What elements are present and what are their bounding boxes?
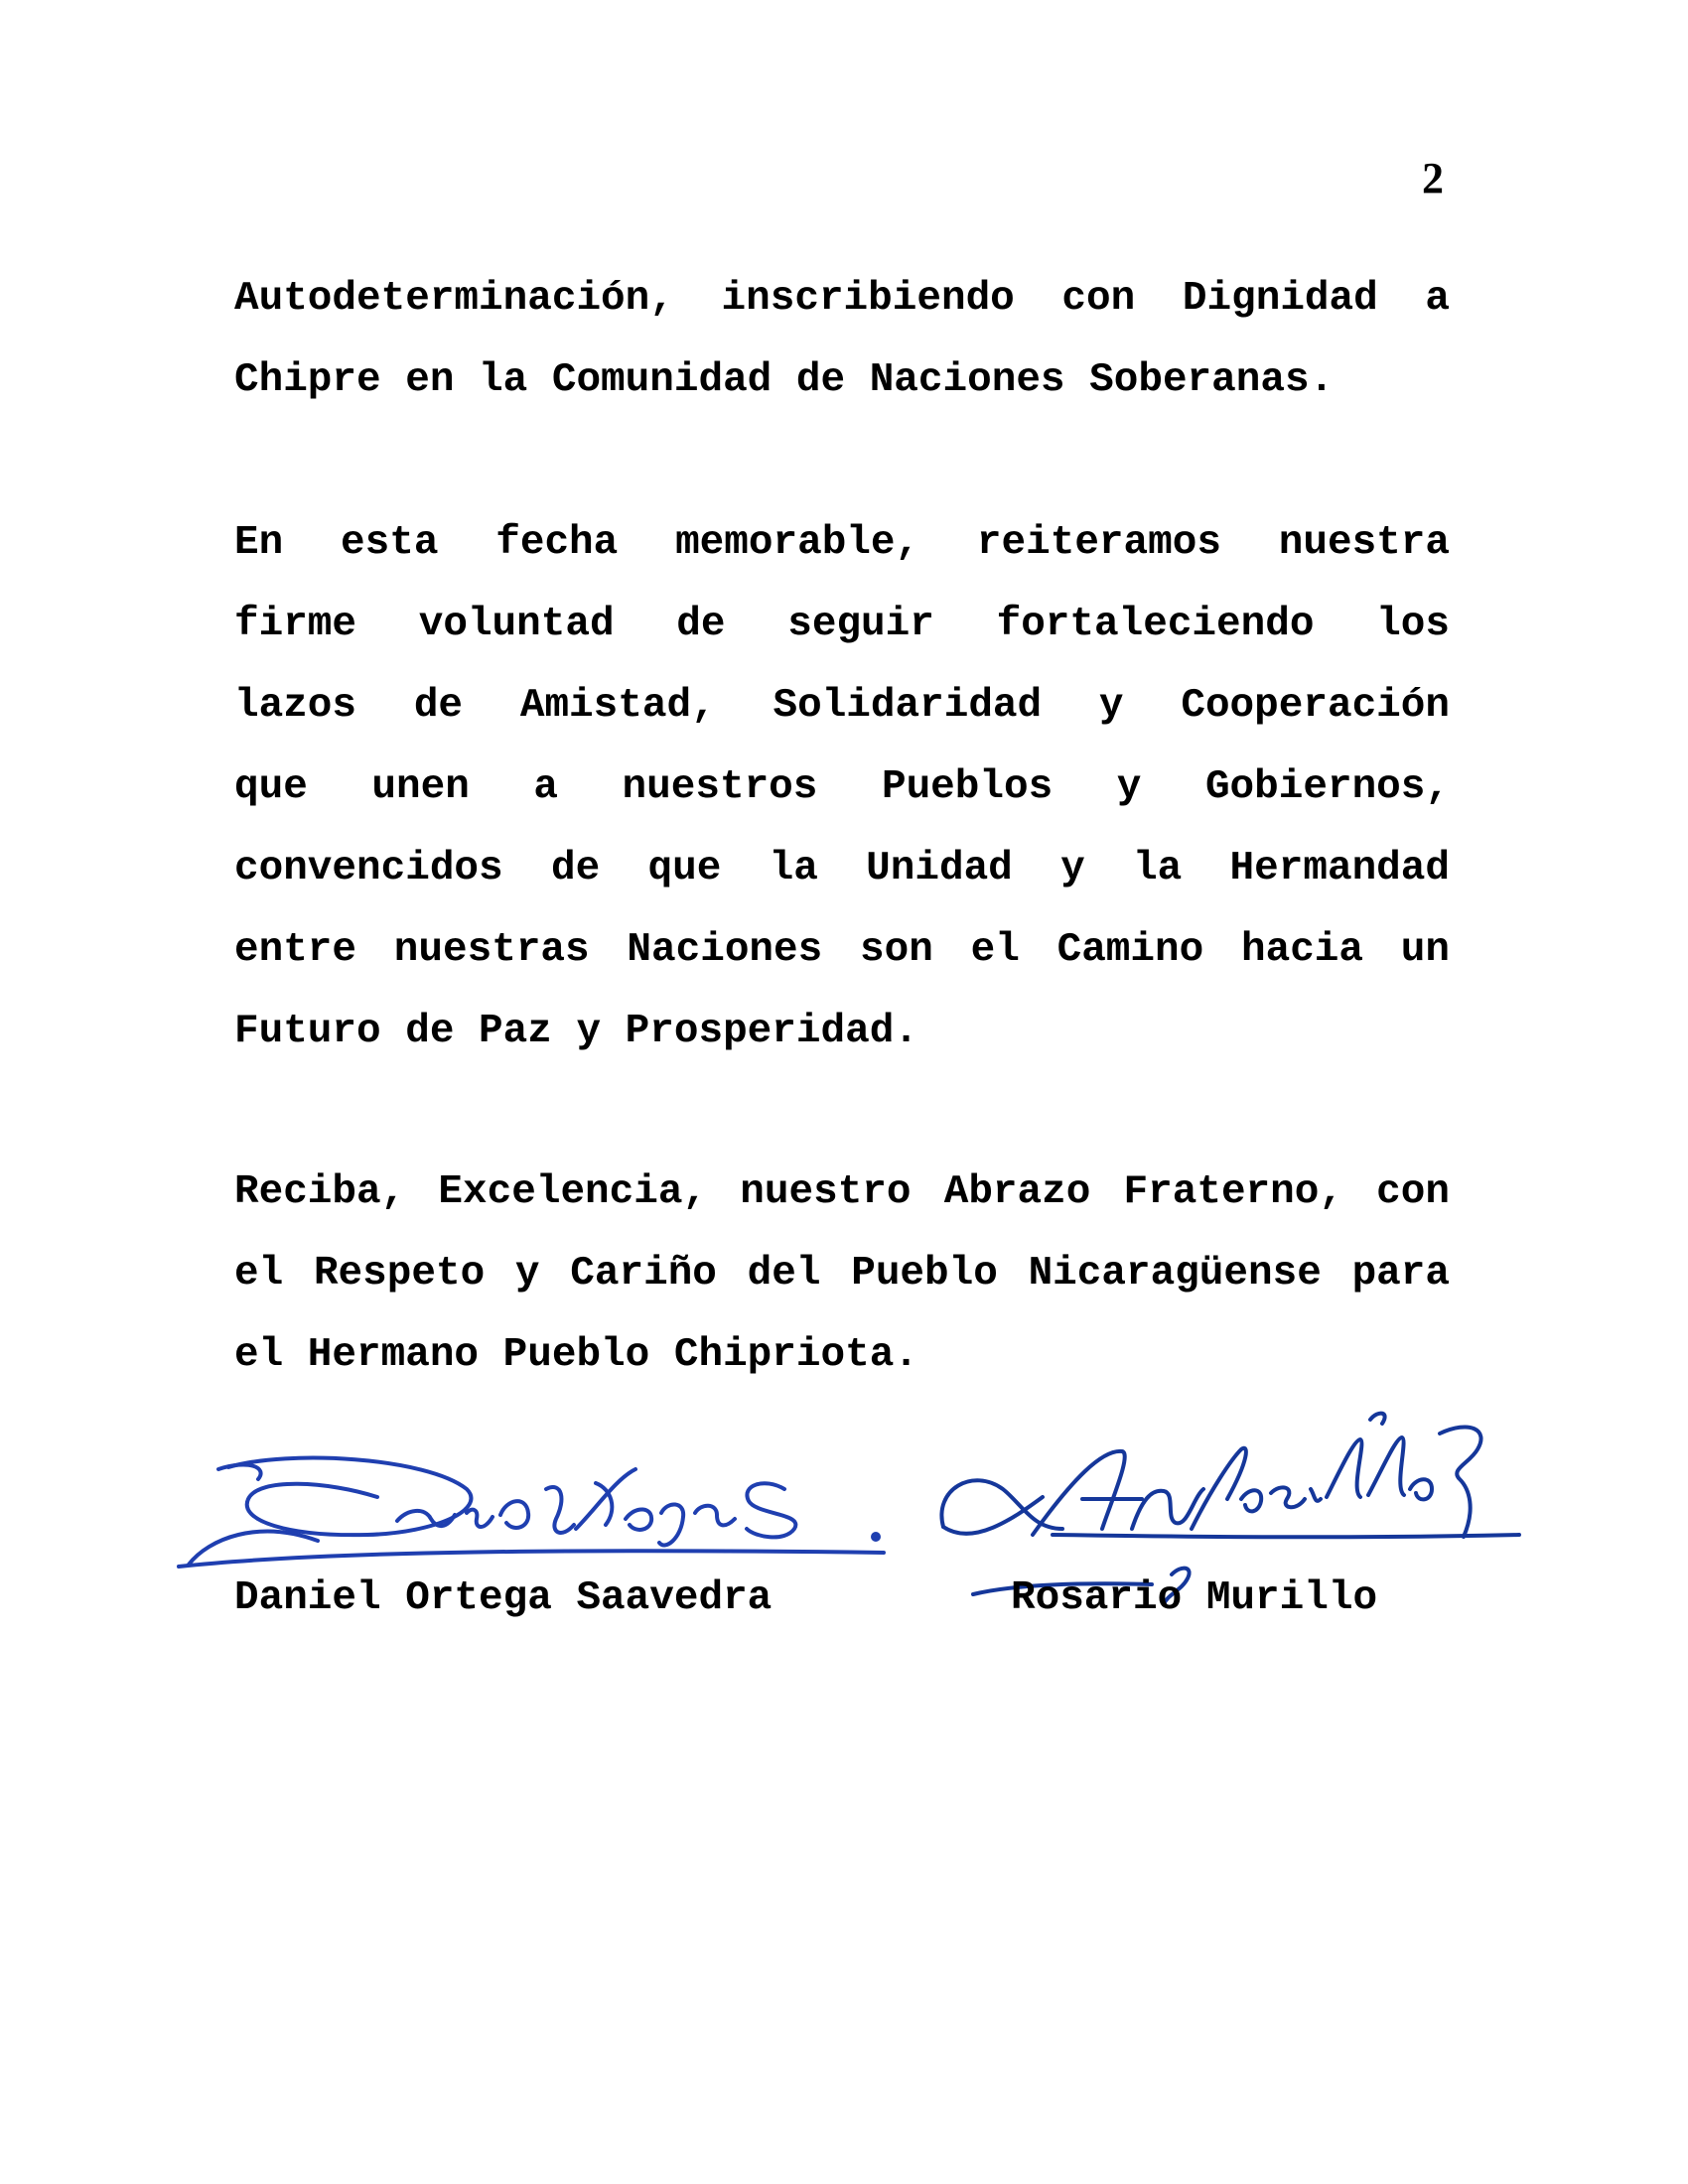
text-line: Futuro de Paz y Prosperidad. [234, 1009, 918, 1054]
signature-daniel-ortega [169, 1430, 904, 1588]
text-line: En esta fecha memorable, reiteramos nuestra [234, 520, 1450, 566]
text-line: lazos de Amistad, Solidaridad y Cooperación [234, 683, 1450, 729]
text-line: firme voluntad de seguir fortaleciendo los [234, 602, 1450, 647]
page-number: 2 [1422, 154, 1444, 203]
text-line: el Hermano Pueblo Chipriota. [234, 1332, 918, 1378]
signer-name-rosario-murillo: Rosario Murillo [1011, 1575, 1378, 1621]
paragraph-closing-3 [234, 1152, 1450, 1396]
text-line: Autodeterminación, inscribiendo con Dignidad a [234, 276, 1450, 322]
signer-name-daniel-ortega: Daniel Ortega Saavedra [234, 1575, 773, 1621]
text-line: convencidos de que la Unidad y la Hermandad [234, 846, 1450, 891]
paragraph-closing-2 [234, 502, 1450, 1072]
text-line: Reciba, Excelencia, nuestro Abrazo Fraterno, con [234, 1169, 1450, 1215]
text-line: que unen a nuestros Pueblos y Gobiernos, [234, 764, 1450, 810]
text-line: Chipre en la Comunidad de Naciones Soberanas. [234, 357, 1335, 403]
paragraph-closing-1 [234, 258, 1450, 421]
text-line: entre nuestras Naciones son el Camino hacia un [234, 927, 1450, 973]
text-line: el Respeto y Cariño del Pueblo Nicaragüense para [234, 1251, 1450, 1297]
